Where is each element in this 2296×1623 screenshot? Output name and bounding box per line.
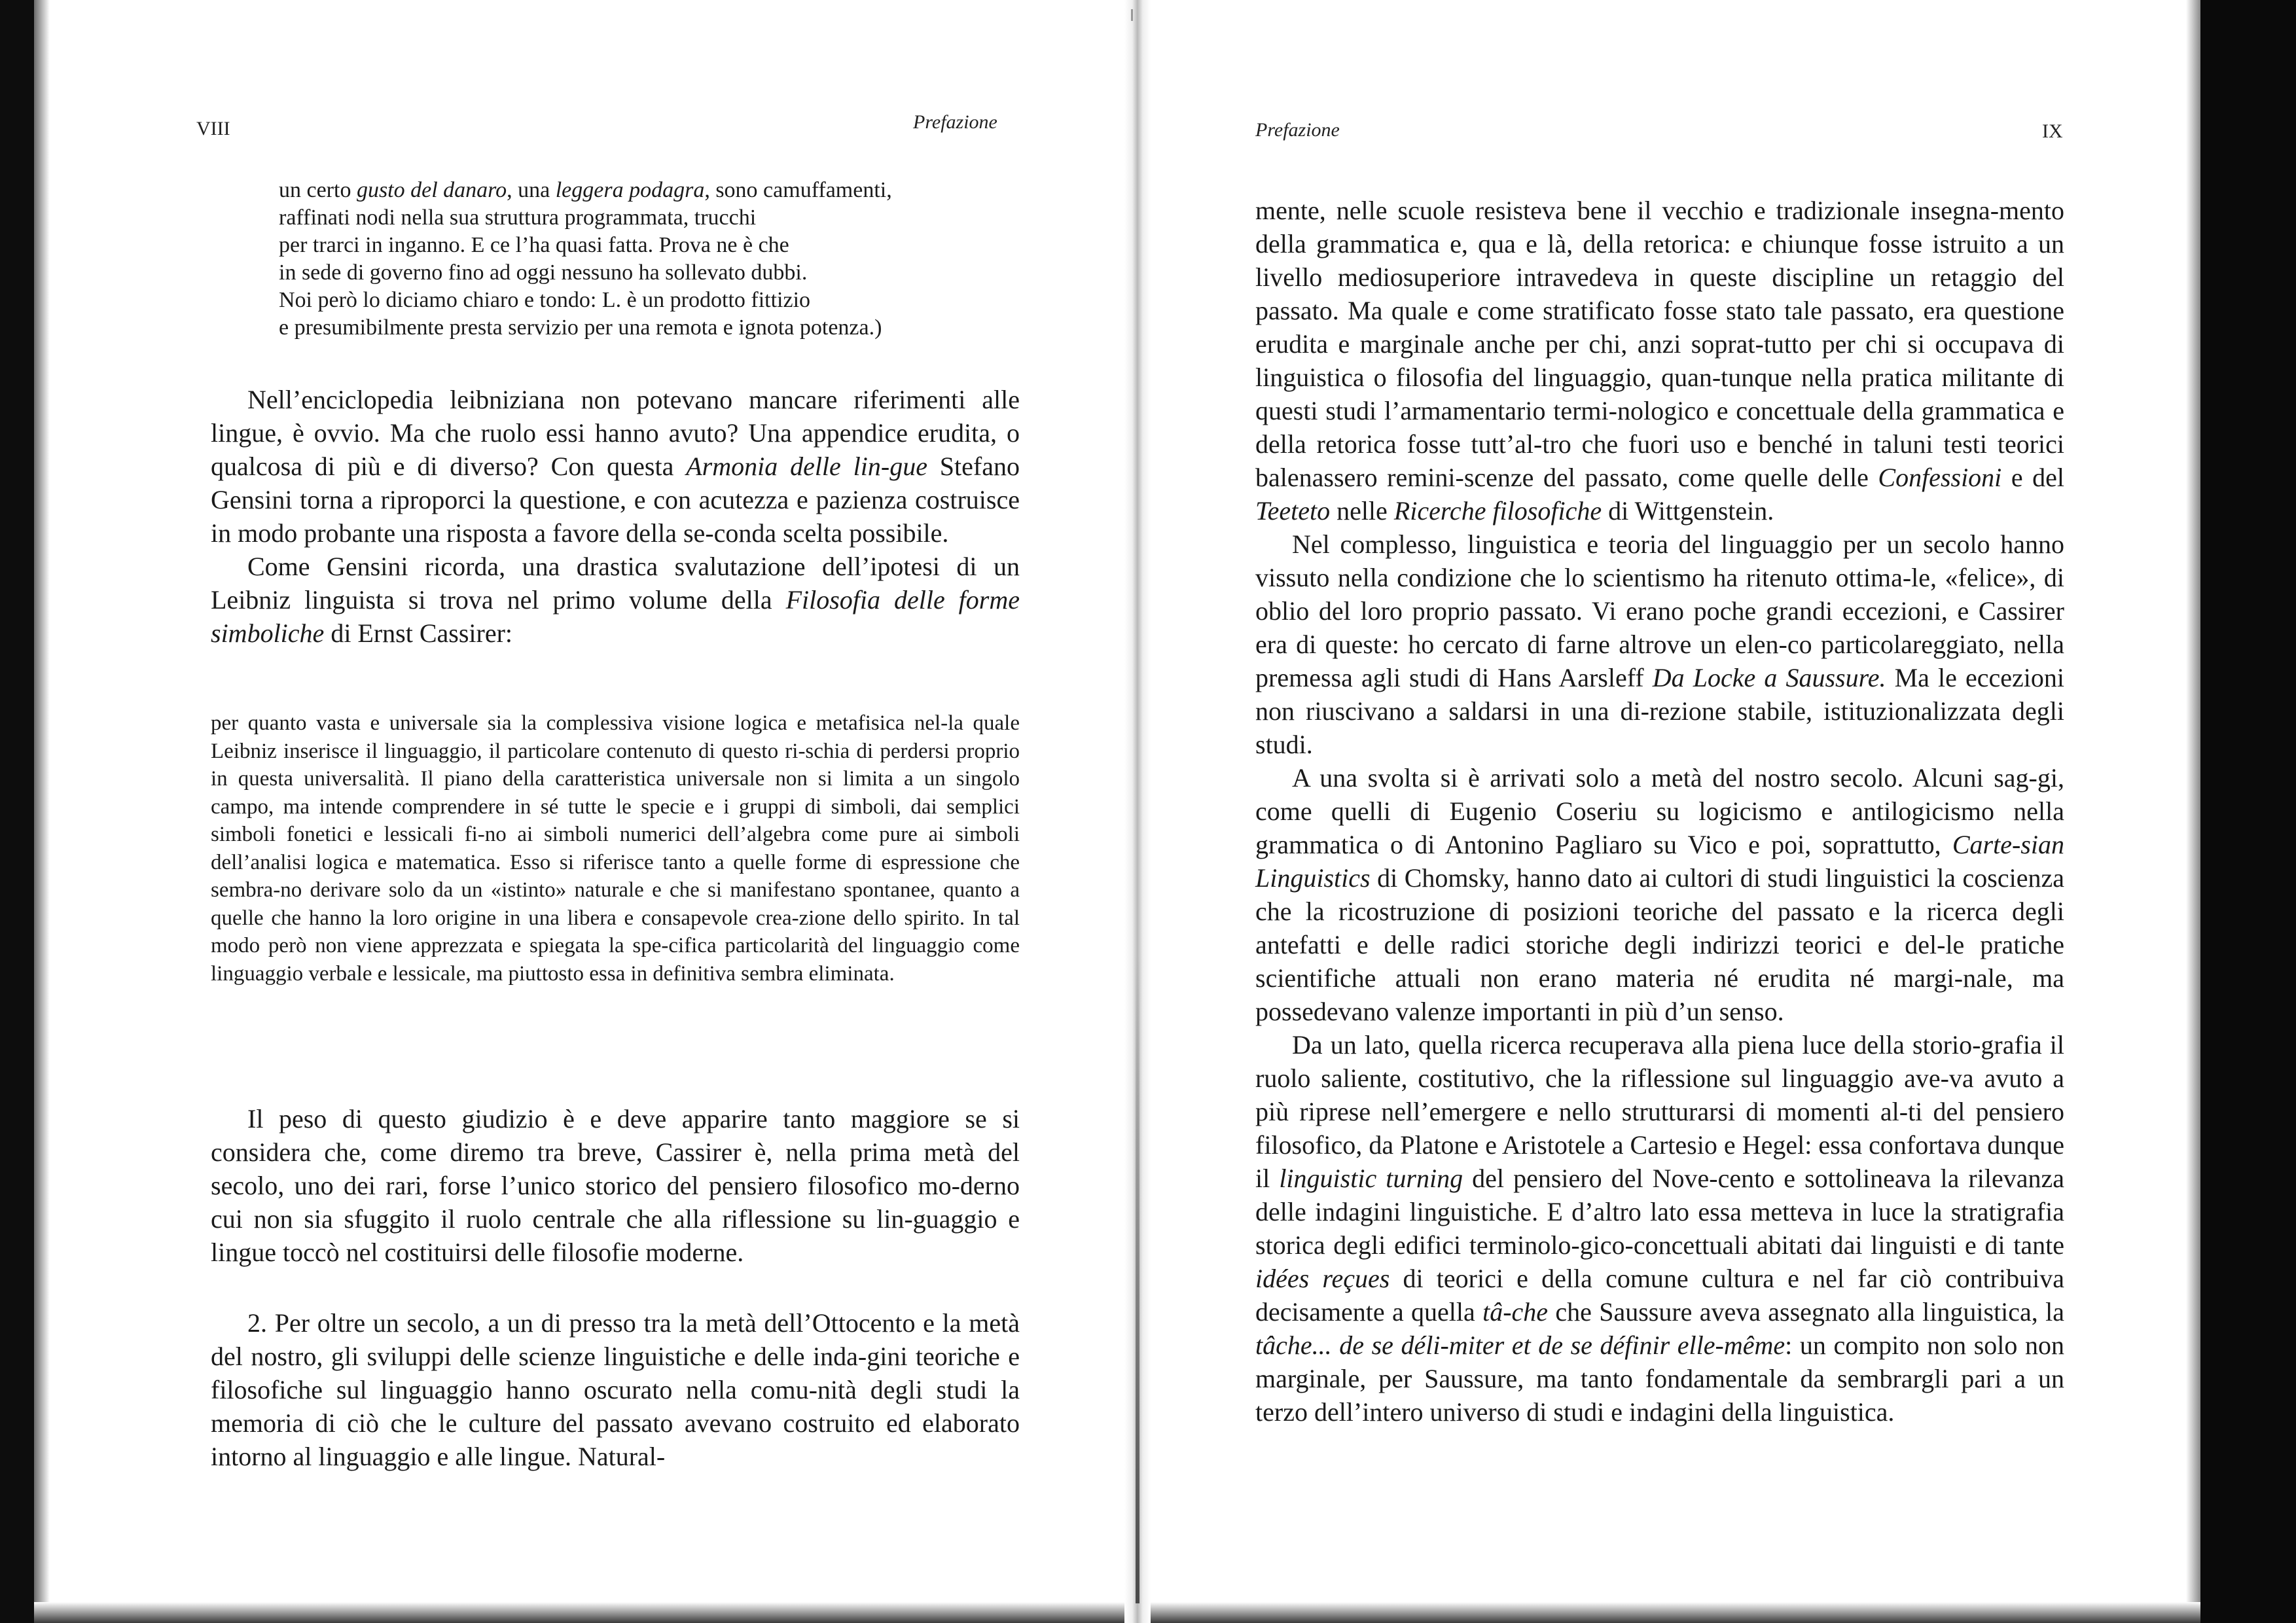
right-page-number: IX <box>2042 120 2063 142</box>
paragraph: A una svolta si è arrivati solo a metà del nostro secolo. Alcuni sag-gi, come quelli di Eugenio Coseriu su logicismo e antilogicismo nella grammatica o di Antonino Pagliaro su Vico e poi, soprattutto, Carte-sian Linguistics di Chomsky, hanno dato ai cultori di studi linguistici la coscienza che la ricostruzione di posizioni teoriche del passato e la ricerca degli antefatti e delle radici storiche degli indirizzi teorici e del-le pratiche scientifiche attuali non erano materia né erudita né margi-nale, ma possedevano valenze importanti in più d’un senso. <box>1255 763 2064 1026</box>
right-running-head: Prefazione <box>1255 119 1340 141</box>
body-paragraph-b <box>211 1102 1020 1269</box>
italic-title: tâche... de se déli-miter et de se définir elle-même <box>1255 1330 1785 1360</box>
italic-title: Filosofia delle forme simboliche <box>211 585 1020 648</box>
gutter-shadow-line <box>1136 955 1139 1603</box>
paragraph: mente, nelle scuole resisteva bene il vecchio e tradizionale insegna-mento della grammatica e, qua e là, della retorica: e chiunque fosse istruito a un livello mediosuperiore intravedeva in queste discipline un retaggio del passato. Ma quale e come stratificato fosse stato tale passato, era questione erudita e marginale anche per chi, anzi soprat-tutto per chi si occupava di linguistica o filosofia del linguaggio, quan-tunque nella pratica militante di questi studi l’armamentario termi-nologico e concettuale della grammatica e della retorica fosse tutt’al-tro che fuori uso e benché in taluni testi teorici balenassero remini-scenze del passato, come quelle delle Confessioni e del Teeteto nelle Ricerche filosofiche di Wittgenstein. <box>1255 196 2064 526</box>
verse-line: in sede di governo fino ad oggi nessuno ha sollevato dubbi. <box>279 260 808 285</box>
left-page-number: VIII <box>196 118 230 139</box>
italic-title: linguistic turning <box>1279 1164 1463 1193</box>
paragraph: Nel complesso, linguistica e teoria del linguaggio per un secolo hanno vissuto nella condizione che lo scientismo ha ritenuto ottima-le, «felice», di oblio del loro proprio passato. Vi erano poche grandi eccezioni, e Cassirer era di queste: ho cercato di farne altrove un elen-co particolareggiato, nella premessa agli studi di Hans Aarsleff Da Locke a Saussure. Ma le eccezioni non riuscivano a saldarsi in una di-rezione stabile, istituzionalizzata degli studi. <box>1255 529 2064 759</box>
paragraph: Nell’enciclopedia leibniziana non potevano mancare riferimenti alle lingue, è ovvio. Ma che ruolo essi hanno avuto? Una appendice erudita, o qualcosa di più e di diverso? Con questa Armonia delle lin-gue Stefano Gensini torna a riproporci la questione, e con acutezza e pazienza costruisce in modo probante una risposta a favore della se-conda scelta possibile. <box>211 385 1020 548</box>
verse-line: raffinati nodi nella sua struttura programmata, trucchi <box>279 205 757 230</box>
gutter-tick-mark <box>1131 9 1133 21</box>
italic-title: Confessioni <box>1878 463 2002 492</box>
block-quotation <box>211 709 1020 988</box>
italic-title: Ricerche filosofiche <box>1393 496 1602 526</box>
italic-title: Armonia delle lin-gue <box>686 452 927 481</box>
italic-title: idées reçues <box>1255 1264 1390 1293</box>
italic-title: gusto del danaro <box>356 178 507 202</box>
italic-title: Da Locke a Saussure. <box>1652 663 1886 692</box>
body-paragraphs-a <box>211 383 1020 650</box>
scan-edge-right <box>2200 0 2296 1623</box>
paragraph: Da un lato, quella ricerca recuperava alla piena luce della storio-grafia il ruolo saliente, costitutivo, che la riflessione sul linguaggio ave-va avuto a più riprese nell’emergere e nello strutturarsi di momenti al-ti del pensiero filosofico, da Platone e Aristotele a Cartesio e Hegel: essa confortava dunque il linguistic turning del pensiero del Nove-cento e sottolineava la rilevanza delle indagini linguistiche. E d’altro lato essa metteva in luce la stratigrafia storica degli edifici terminolo-gico-concettuali abitati dai linguisti e di tante idées reçues di teorici e della comune cultura e nel far ciò contribuiva decisamente a quella tâ-che che Saussure aveva assegnato alla linguistica, la tâche... de se déli-miter et de se définir elle-même: un compito non solo non marginale, per Saussure, ma tanto fondamentale da sembrargli pari a un terzo dell’intero universo di studi e indagini della linguistica. <box>1255 1030 2065 1427</box>
verse-line: Noi però lo diciamo chiaro e tondo: L. è un prodotto fittizio <box>279 288 811 312</box>
italic-title: Carte-sian Linguistics <box>1255 830 2064 893</box>
italic-title: leggera podagra <box>555 178 705 202</box>
verse-line: per trarci in inganno. E ce l’ha quasi fatta. Prova ne è che <box>279 233 789 257</box>
italic-title: Teeteto <box>1255 496 1331 526</box>
right-body-paragraphs <box>1255 194 2064 1429</box>
verse-excerpt <box>279 177 1117 342</box>
paragraph: Come Gensini ricorda, una drastica svalutazione dell’ipotesi di un Leibniz linguista si trova nel primo volume della Filosofia delle forme simboliche di Ernst Cassirer: <box>211 552 1020 648</box>
right-page <box>1151 0 2200 1623</box>
verse-line: e presumibilmente presta servizio per una remota e ignota potenza.) <box>279 315 882 340</box>
section-2-paragraph <box>211 1306 1020 1473</box>
paragraph: Il peso di questo giudizio è e deve apparire tanto maggiore se si considera che, come diremo tra breve, Cassirer è, nella prima metà del secolo, uno dei rari, forse l’unico storico del pensiero filosofico mo-derno cui non sia sfuggito il ruolo centrale che alla riflessione su lin-guaggio e lingue toccò nel costituirsi delle filosofie moderne. <box>211 1104 1020 1267</box>
quote-text: per quanto vasta e universale sia la complessiva visione logica e metafisica nel-la quale Leibniz inserisce il linguaggio, il particolare contenuto di questo ri-schia di perdersi proprio in questa universalità. Il piano della caratteristica universale non si limita a un singolo campo, ma intende comprendere in sé tutte le specie e i gruppi di simboli, dai semplici simboli fonetici e lessicali fi-no ai simboli numerici dell’algebra come pure ai simboli dell’analisi logica e matematica. Esso si riferisce tanto a quelle forme di espressione che sembra-no derivare solo da un «istinto» naturale e che si manifestano spontanee, quanto a quelle che hanno la loro origine in una libera e consapevole crea-zione dello spirito. In tal modo però non viene apprezzata e spiegata la spe-cifica particolarità del linguaggio come linguaggio verbale e lessicale, ma piuttosto essa in definitiva sembra eliminata. <box>211 711 1020 986</box>
italic-title: tâ-che <box>1482 1297 1549 1327</box>
verse-line: un certo gusto del danaro, una leggera podagra, sono camuffamenti, <box>279 178 892 202</box>
left-running-head: Prefazione <box>913 111 997 133</box>
left-page <box>0 0 1124 1623</box>
paragraph: 2. Per oltre un secolo, a un di presso tra la metà dell’Ottocento e la metà del nostro, gli sviluppi delle scienze linguistiche e delle inda-gini teoriche e filosofiche sul linguaggio hanno oscurato nella comu-nità degli studi la memoria di ciò che le culture del passato avevano costruito ed elaborato intorno al linguaggio e alle lingue. Natural- <box>211 1308 1020 1471</box>
